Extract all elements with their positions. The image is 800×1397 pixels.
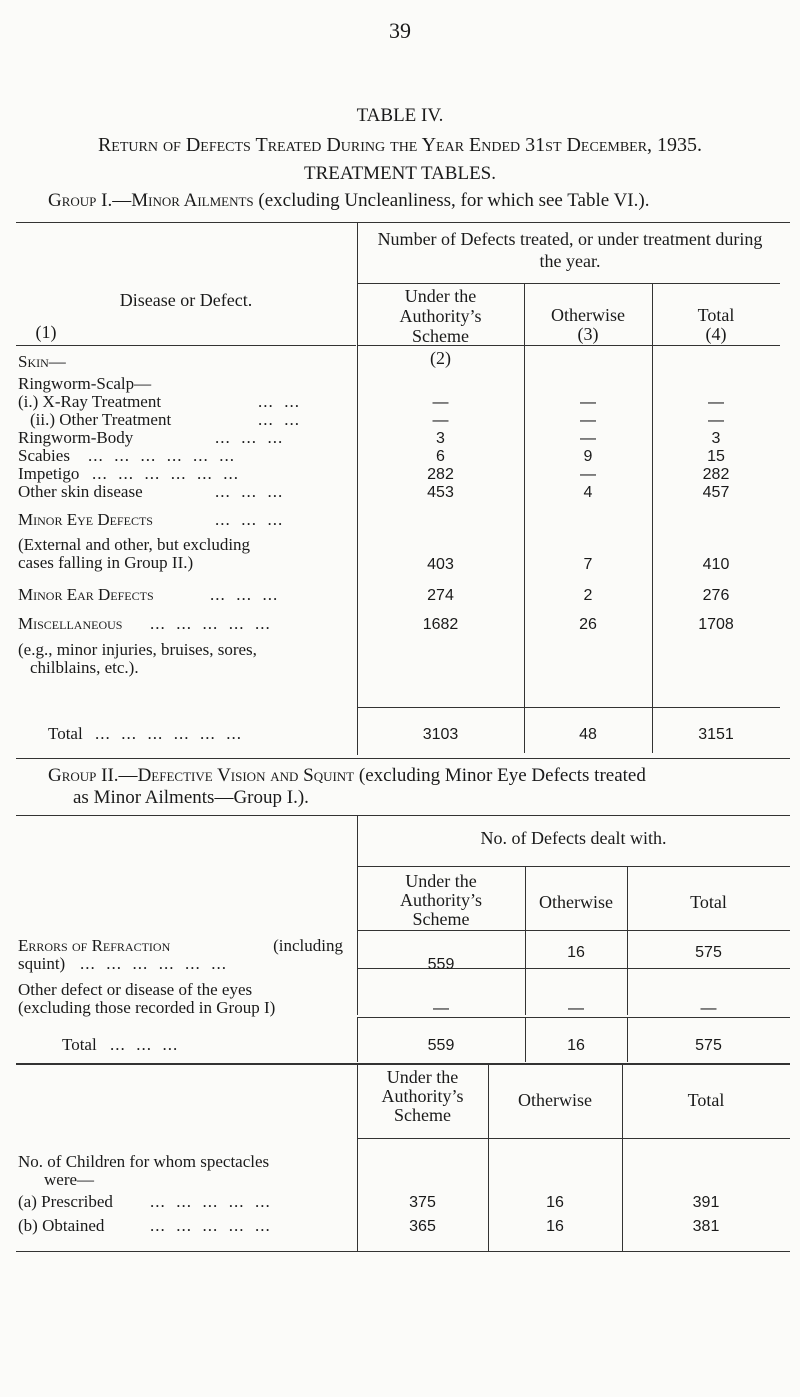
total-total: 3151 [698,726,734,743]
table1-divider-2 [524,283,525,753]
table1-total-rule [357,707,780,708]
cell-total: 575 [695,944,722,961]
table-subtitle: Return of Defects Treated During the Year Ended 31st December, 1935. [97,134,703,156]
leader-dots: ... ... ... ... ... ... [88,446,235,465]
group1-title: Minor Ailments [131,190,254,211]
cell-other: 4 [583,484,593,501]
cell-auth: 3 [436,430,445,447]
cell-auth: 559 [427,956,455,973]
table1-head-rule-left [16,345,356,346]
table2-divider-2 [525,866,526,1015]
misc-heading: Miscellaneous [18,614,123,633]
col-auth-line2: Authority’s [399,890,482,910]
table2-head-rule [357,930,790,931]
cell-other: — [580,466,596,483]
spectacles-label-1: No. of Children for whom spectacles [18,1152,270,1171]
cell-auth: 274 [427,587,454,604]
total-other: 16 [567,1037,585,1054]
group2-title: Defective Vision and Squint [137,765,355,786]
cell-total: 276 [702,587,730,604]
cell-total: 1708 [698,616,734,633]
leader-dots: ... ... ... [110,1035,179,1054]
col-auth-line3: Scheme [394,1105,451,1125]
table1-divider-3 [652,283,653,753]
col-auth-line2: Authority’s [381,1086,464,1106]
errors-label-2: squint) [18,954,66,973]
leader-dots: ... ... ... ... ... ... [95,724,242,743]
row-label: (ii.) Other Treatment [30,410,172,429]
group2-note: (excluding Minor Eye Defects treated [354,765,646,786]
misc-note-2: chilblains, etc.). [30,658,139,677]
col-auth-line2: Authority’s [399,306,482,326]
table1-subhead-rule [357,283,780,284]
cell-total: 3 [711,430,721,447]
cell-total: 381 [692,1218,720,1235]
errors-label-paren: (including [273,936,343,955]
table2-total-label: Total [62,1035,97,1054]
cell-other: 16 [546,1218,564,1235]
col-other-num: (3) [577,324,599,344]
table3-col-other: Otherwise [518,1090,592,1110]
cell-total: — [708,394,724,411]
cell-other: — [580,412,596,429]
cell-auth: — [432,412,449,429]
cell-auth: 282 [427,466,454,483]
table2-sum-rule [357,1017,790,1018]
cell-auth: 403 [427,556,454,573]
cell-total: 391 [692,1194,720,1211]
col-total-num: (4) [705,324,727,344]
cell-total: — [708,412,724,429]
errors-label [18,936,343,956]
skin-heading: Skin— [18,352,66,371]
table1-bottom-rule [16,758,790,759]
table2-divider-3 [627,866,628,1015]
row-label: Ringworm-Body [18,428,134,447]
group1-note: (excluding Uncleanliness, for which see Table VI.). [253,190,650,211]
minor-eye-heading: Minor Eye Defects [18,510,153,529]
total-label: Total [48,724,83,743]
leader-dots: ... ... ... ... ... ... [92,464,239,483]
table3-col-total: Total [687,1090,725,1110]
col-auth-line1: Under the [404,286,477,306]
cell-auth: — [433,1000,449,1017]
row-label: Scabies [18,446,70,465]
cell-auth: — [432,394,449,411]
table2-top-rule [16,815,790,816]
cell-auth: 375 [409,1194,436,1211]
cell-other: — [568,1000,584,1017]
cell-other: 16 [546,1194,564,1211]
cell-other: — [580,430,596,447]
table2-col-auth [357,872,525,929]
col-auth-header [357,286,524,368]
table3-head-rule [357,1138,790,1139]
col-auth-line1: Under the [405,871,477,891]
page-number: 39 [389,18,411,43]
col-disease-header: Disease or Defect. [119,290,253,310]
other-defect-label-1: Other defect or disease of the eyes [18,980,253,999]
cell-other: 7 [583,556,593,573]
cell-total: 15 [707,448,725,465]
leader-dots: ... ... ... [215,482,284,501]
cell-total: — [700,1000,717,1017]
group2-prefix: Group II.— [48,765,138,786]
leader-dots: ... ... ... ... ... [150,1216,271,1235]
cell-other: 2 [583,587,593,604]
row-label: (i.) X-Ray Treatment [18,392,162,411]
group1-heading [48,190,649,212]
ringworm-scalp-heading: Ringworm-Scalp— [18,374,152,393]
col-number-header: Number of Defects treated, or under treatment during the year. [377,229,763,271]
leader-dots: ... ... ... [215,428,284,447]
prescribed-label: (a) Prescribed [18,1192,113,1211]
cell-other: 16 [567,944,585,961]
other-defect-label-2: (excluding those recorded in Group I) [18,998,276,1017]
row-label: Other skin disease [18,482,143,501]
total-auth: 3103 [422,726,459,743]
col-other-header: Otherwise [551,305,625,325]
leader-dots: ... ... ... ... ... ... [80,954,227,973]
row-label: Impetigo [18,464,80,483]
col-disease-num: (1) [35,322,57,342]
table3-top-rule [16,1063,790,1065]
table3-col-auth [357,1068,488,1125]
minor-eye-note-2: cases falling in Group II.) [18,553,194,572]
cell-total: 410 [702,556,730,573]
group2-heading-line2: as Minor Ailments—Group I.). [73,787,309,808]
col-total-header: Total [697,305,735,325]
table3-bottom-rule [16,1251,790,1252]
total-other: 48 [579,726,597,743]
col-auth-line3: Scheme [412,909,470,929]
cell-auth: 1682 [422,616,459,633]
col-auth-line3: Scheme [412,326,469,346]
misc-note-1: (e.g., minor injuries, bruises, sores, [18,640,257,659]
spectacles-label-2: were— [44,1170,95,1189]
leader-dots: ... ... [258,410,300,429]
cell-auth: 453 [427,484,454,501]
leader-dots: ... ... ... [210,585,279,604]
cell-other: 9 [583,448,593,465]
col-auth-num: (2) [430,348,451,368]
cell-auth: 6 [436,448,445,465]
cell-other: — [580,394,596,411]
table2-col-total: Total [690,892,727,912]
cell-auth: 365 [409,1218,436,1235]
leader-dots: ... ... ... ... ... [150,614,271,633]
leader-dots: ... ... ... [215,510,284,529]
leader-dots: ... ... ... ... ... [150,1192,271,1211]
total-auth: 559 [427,1037,455,1054]
table2-col-header: No. of Defects dealt with. [480,828,667,848]
total-total: 575 [695,1037,722,1054]
group1-prefix: Group I.— [48,190,132,211]
table1-top-rule [16,222,790,223]
col-auth-line1: Under the [386,1067,459,1087]
minor-ear-heading: Minor Ear Defects [18,585,154,604]
cell-other: 26 [579,616,597,633]
minor-eye-note-1: (External and other, but excluding [18,535,251,554]
leader-dots: ... ... [258,392,300,411]
table2-subhead-rule [357,866,790,867]
cell-total: 457 [702,484,730,501]
table2-col-other: Otherwise [539,892,613,912]
group2-heading [48,765,646,787]
errors-label-main: Errors of Refraction [18,936,171,955]
section-title: TREATMENT TABLES. [303,163,496,184]
obtained-label: (b) Obtained [18,1216,105,1235]
cell-total: 282 [702,466,730,483]
table-title: TABLE IV. [356,105,444,126]
